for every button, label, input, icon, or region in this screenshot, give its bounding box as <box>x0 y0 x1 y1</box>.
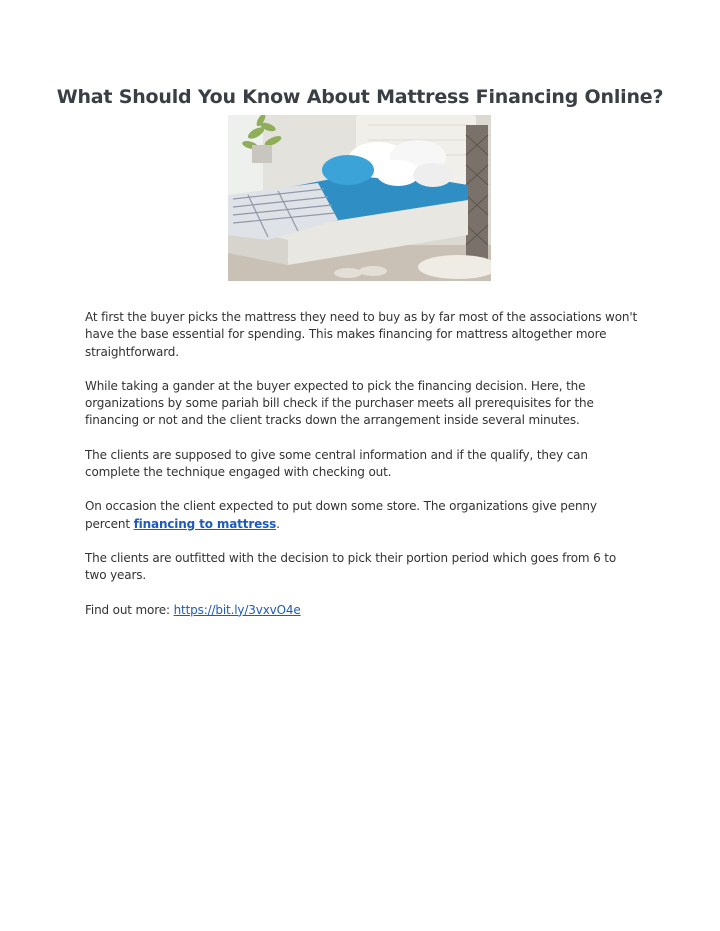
page-title: What Should You Know About Mattress Financing Online? <box>56 86 664 108</box>
find-more-label: Find out more: <box>85 602 174 617</box>
paragraph-central-information: The clients are supposed to give some central information and if the qualify, they can complete the technique engaged with checking out. <box>85 447 588 480</box>
paragraph-financing-decision: While taking a gander at the buyer expected to pick the financing decision. Here, the organizations by some pariah bill check if the purchaser meets all prerequisites for the financing or not and the client tracks down the arrangement inside several minutes. <box>85 378 594 428</box>
deposit-text-end: . <box>276 516 280 531</box>
financing-to-mattress-link[interactable]: financing to mattress <box>133 516 277 531</box>
paragraph-deposit <box>85 498 640 533</box>
paragraph-intro: At first the buyer picks the mattress they need to buy as by far most of the associations won't have the base essential for spending. This makes financing for mattress altogether more straightforward. <box>85 310 638 359</box>
paragraph-portion-period: The clients are outfitted with the decision to pick their portion period which goes from 6 to two years. <box>85 550 617 583</box>
paragraph-find-more <box>85 602 640 619</box>
mattress-bedroom-photo <box>228 115 491 281</box>
find-more-link[interactable]: https://bit.ly/3vxvO4e <box>173 602 301 617</box>
article-body <box>85 309 640 636</box>
deposit-text: On occasion the client expected to put down some store. The organizations give penny percent <box>85 499 597 531</box>
